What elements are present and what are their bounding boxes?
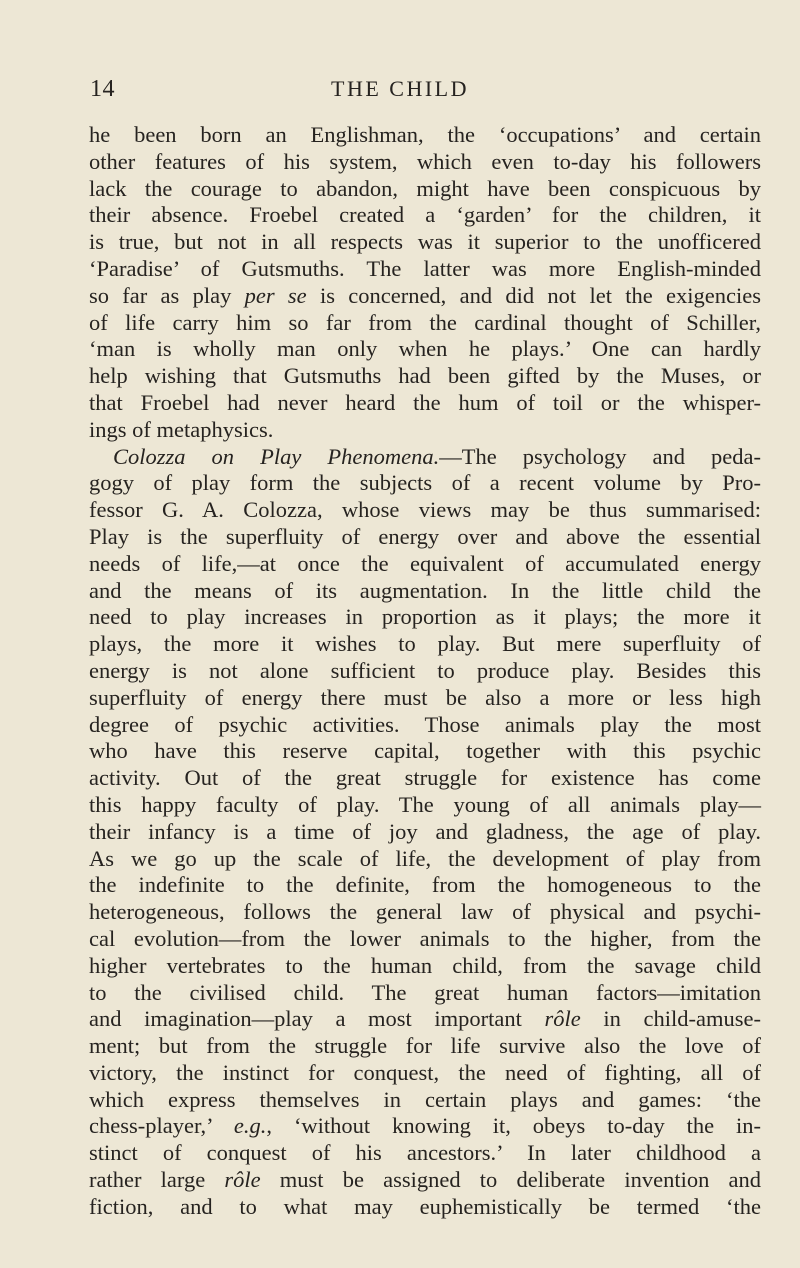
text-segment: victory, the instinct for conquest, the need of fighting, all of <box>89 1059 761 1085</box>
text-line <box>89 149 761 176</box>
text-segment: that Froebel had never heard the hum of toil or the whisper- <box>89 389 761 415</box>
text-line <box>89 1060 761 1087</box>
text-segment: superfluity of energy there must be also a more or less high <box>89 684 761 710</box>
text-line <box>89 444 761 471</box>
text-line <box>89 685 761 712</box>
italic-text: Colozza on Play Phenomena. <box>113 443 440 469</box>
text-line <box>89 792 761 819</box>
text-segment: needs of life,—at once the equivalent of accumulated energy <box>89 550 761 576</box>
text-line <box>89 926 761 953</box>
text-line <box>89 524 761 551</box>
text-segment: he been born an Englishman, the ‘occupations’ and certain <box>89 122 761 147</box>
text-line <box>89 872 761 899</box>
italic-text: rôle <box>224 1167 261 1193</box>
text-line <box>89 336 761 363</box>
text-segment: who have this reserve capital, together with this psychic <box>89 738 761 764</box>
text-segment: , ‘without knowing it, obeys to-day the in- <box>266 1113 761 1139</box>
text-line <box>89 712 761 739</box>
text-segment: their infancy is a time of joy and gladness, the age of play. <box>89 818 761 844</box>
text-line <box>89 765 761 792</box>
text-line <box>89 256 761 283</box>
text-segment: heterogeneous, follows the general law of physical and psychi- <box>89 899 761 925</box>
text-segment: help wishing that Gutsmuths had been gifted by the Muses, or <box>89 363 761 389</box>
text-segment: plays, the more it wishes to play. But mere superfluity of <box>89 631 761 657</box>
text-segment: chess-player,’ <box>89 1113 234 1139</box>
text-line <box>89 980 761 1007</box>
text-line <box>89 283 761 310</box>
text-segment: and imagination—play a most important <box>89 1006 545 1032</box>
text-segment: their absence. Froebel created a ‘garden’ for the children, it <box>89 202 761 228</box>
text-line <box>89 176 761 203</box>
text-segment: which express themselves in certain plays and games: ‘the <box>89 1086 761 1112</box>
text-segment: fessor G. A. Colozza, whose views may be thus summarised: <box>89 497 761 523</box>
text-line <box>89 229 761 256</box>
text-line <box>89 551 761 578</box>
text-segment: ings of metaphysics. <box>89 416 274 442</box>
text-line <box>89 497 761 524</box>
text-segment: cal evolution—from the lower animals to the higher, from the <box>89 925 761 951</box>
text-segment: lack the courage to abandon, might have been conspicuous by <box>89 175 761 201</box>
text-line <box>89 1167 761 1194</box>
text-line <box>89 363 761 390</box>
body-text <box>89 122 761 1221</box>
text-segment: ‘man is wholly man only when he plays.’ One can hardly <box>89 336 761 362</box>
text-line <box>89 899 761 926</box>
text-segment: need to play increases in proportion as it plays; the more it <box>89 604 761 630</box>
text-line <box>89 631 761 658</box>
text-segment: in child-amuse- <box>580 1006 761 1032</box>
text-segment: and the means of its augmentation. In the little child the <box>89 577 761 603</box>
text-line <box>89 1033 761 1060</box>
text-segment: must be assigned to deliberate invention and <box>260 1167 761 1193</box>
text-line <box>89 417 761 444</box>
text-line <box>89 1006 761 1033</box>
text-line <box>89 578 761 605</box>
text-segment: ment; but from the struggle for life survive also the love of <box>89 1033 761 1059</box>
text-segment: Play is the superfluity of energy over and above the essential <box>89 523 761 549</box>
text-line <box>89 604 761 631</box>
text-segment: higher vertebrates to the human child, from the savage child <box>89 952 761 978</box>
text-line <box>89 738 761 765</box>
text-line <box>89 390 761 417</box>
text-line <box>89 819 761 846</box>
text-segment: so far as play <box>89 282 245 308</box>
text-line <box>89 1194 761 1221</box>
text-line <box>89 202 761 229</box>
text-segment: degree of psychic activities. Those animals play the most <box>89 711 761 737</box>
text-segment: activity. Out of the great struggle for existence has come <box>89 765 761 791</box>
text-segment: to the civilised child. The great human factors—imitation <box>89 979 761 1005</box>
text-line <box>89 122 761 149</box>
text-line <box>89 1087 761 1114</box>
text-segment: fiction, and to what may euphemistically be termed ‘the <box>89 1193 761 1219</box>
italic-text: e.g. <box>233 1113 267 1139</box>
text-segment: energy is not alone sufficient to produce play. Besides this <box>89 657 761 683</box>
text-segment: gogy of play form the subjects of a recent volume by Pro- <box>89 470 761 496</box>
text-segment: rather large <box>89 1167 225 1193</box>
text-segment: this happy faculty of play. The young of all animals play— <box>89 791 761 817</box>
text-segment: stinct of conquest of his ancestors.’ In later childhood a <box>89 1140 761 1166</box>
running-title: THE CHILD <box>331 76 469 101</box>
text-line <box>89 1140 761 1167</box>
text-line <box>89 470 761 497</box>
text-segment: is true, but not in all respects was it superior to the unofficered <box>89 229 761 255</box>
text-line <box>89 310 761 337</box>
running-head <box>0 76 800 106</box>
page-number: 14 <box>90 76 115 102</box>
text-segment: is concerned, and did not let the exigencies <box>306 282 761 308</box>
text-segment: —The psychology and peda- <box>439 443 761 469</box>
text-line <box>89 658 761 685</box>
italic-text: rôle <box>544 1006 581 1032</box>
text-line <box>89 1113 761 1140</box>
text-line <box>89 846 761 873</box>
text-segment: As we go up the scale of life, the development of play from <box>89 845 761 871</box>
italic-text: per se <box>244 282 307 308</box>
text-line <box>89 953 761 980</box>
text-segment: ‘Paradise’ of Gutsmuths. The latter was more English-minded <box>89 255 761 281</box>
text-segment: of life carry him so far from the cardinal thought of Schiller, <box>89 309 761 335</box>
text-segment: other features of his system, which even to-day his followers <box>89 148 761 174</box>
text-segment: the indefinite to the definite, from the homogeneous to the <box>89 872 761 898</box>
